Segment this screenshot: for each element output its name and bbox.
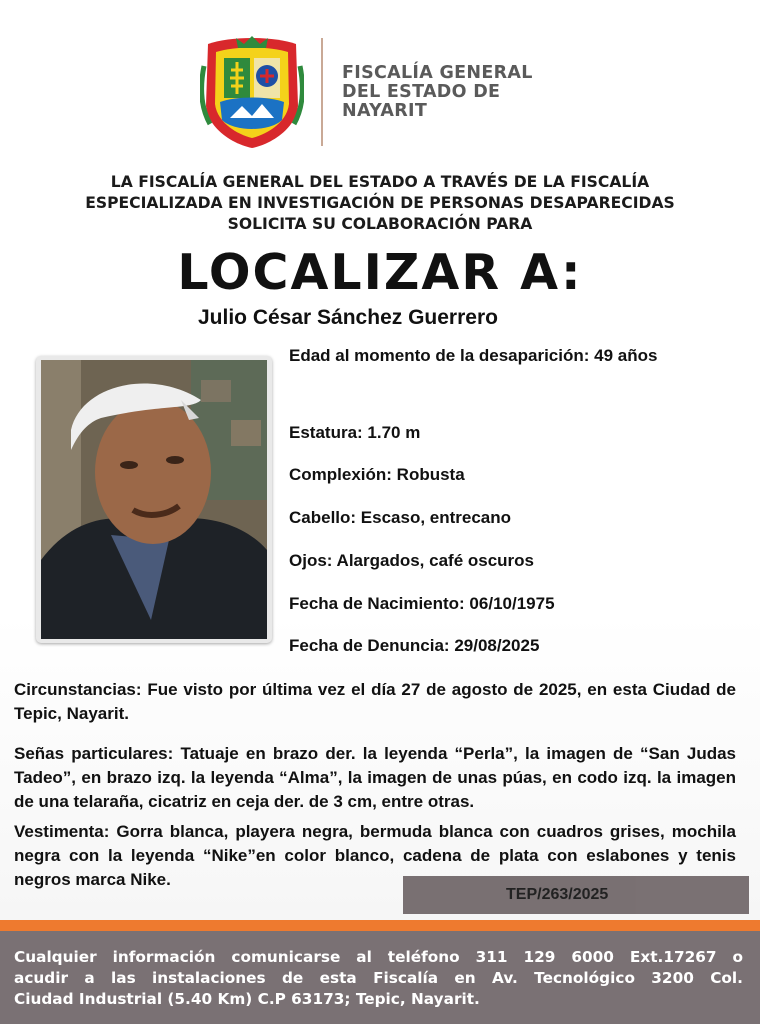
intro-line: LA FISCALÍA GENERAL DEL ESTADO A TRAVÉS DE LA FISCALÍA bbox=[110, 173, 650, 191]
field-ojos: Ojos: Alargados, café oscuros bbox=[289, 551, 534, 570]
field-cabello: Cabello: Escaso, entrecano bbox=[289, 508, 512, 527]
headline: LOCALIZAR A: bbox=[177, 244, 583, 301]
contact-info bbox=[14, 947, 743, 1010]
field-edad: Edad al momento de la desaparición: 49 años bbox=[289, 346, 658, 365]
person-photo-image bbox=[41, 360, 267, 639]
footer bbox=[0, 931, 760, 1024]
vestimenta-text: Vestimenta: Gorra blanca, playera negra, bermuda blanca con cuadros grises, mochila negra con la leyenda “Nike”en color blanco, cadena de plata con eslabones y tenis negros marca Nike. bbox=[14, 822, 736, 889]
accent-bar bbox=[0, 920, 760, 931]
org-line: DEL ESTADO DE bbox=[342, 82, 501, 102]
field-fecha-nacimiento: Fecha de Nacimiento: 06/10/1975 bbox=[289, 594, 555, 613]
field-fecha-denuncia: Fecha de Denuncia: 29/08/2025 bbox=[289, 636, 540, 655]
person-photo bbox=[36, 356, 272, 643]
org-line: FISCALÍA GENERAL bbox=[342, 63, 533, 83]
case-number-box bbox=[403, 876, 749, 914]
header-divider bbox=[321, 38, 323, 146]
organization-name bbox=[342, 64, 533, 121]
intro-text bbox=[20, 172, 740, 235]
intro-line: ESPECIALIZADA EN INVESTIGACIÓN DE PERSONAS DESAPARECIDAS bbox=[85, 194, 675, 212]
org-line: NAYARIT bbox=[342, 101, 428, 121]
contact-line: acudir a las instalaciones de esta Fiscalía en Av. Tecnológico 3200 Col. bbox=[14, 969, 743, 987]
nayarit-state-crest-icon bbox=[200, 36, 304, 148]
field-complexion: Complexión: Robusta bbox=[289, 465, 465, 484]
field-estatura: Estatura: 1.70 m bbox=[289, 423, 421, 442]
contact-line: Cualquier información comunicarse al teléfono 311 129 6000 Ext.17267 o bbox=[14, 948, 743, 966]
intro-line: SOLICITA SU COLABORACIÓN PARA bbox=[227, 215, 533, 233]
circunstancias-text: Circunstancias: Fue visto por última vez el día 27 de agosto de 2025, en esta Ciudad de Tepic, Nayarit. bbox=[14, 680, 736, 723]
person-name: Julio César Sánchez Guerrero bbox=[198, 306, 498, 329]
header bbox=[200, 34, 560, 154]
contact-line: Ciudad Industrial (5.40 Km) C.P 63173; Tepic, Nayarit. bbox=[14, 990, 480, 1008]
senas-particulares-text: Señas particulares: Tatuaje en brazo der. la leyenda “Perla”, la imagen de “San Judas Tadeo”, en brazo izq. la leyenda “Alma”, la imagen de unas púas, en codo izq. la imagen de una telaraña, cicatriz en ceja der. de 3 cm, entre otras. bbox=[14, 744, 736, 811]
case-number: TEP/263/2025 bbox=[506, 886, 609, 903]
